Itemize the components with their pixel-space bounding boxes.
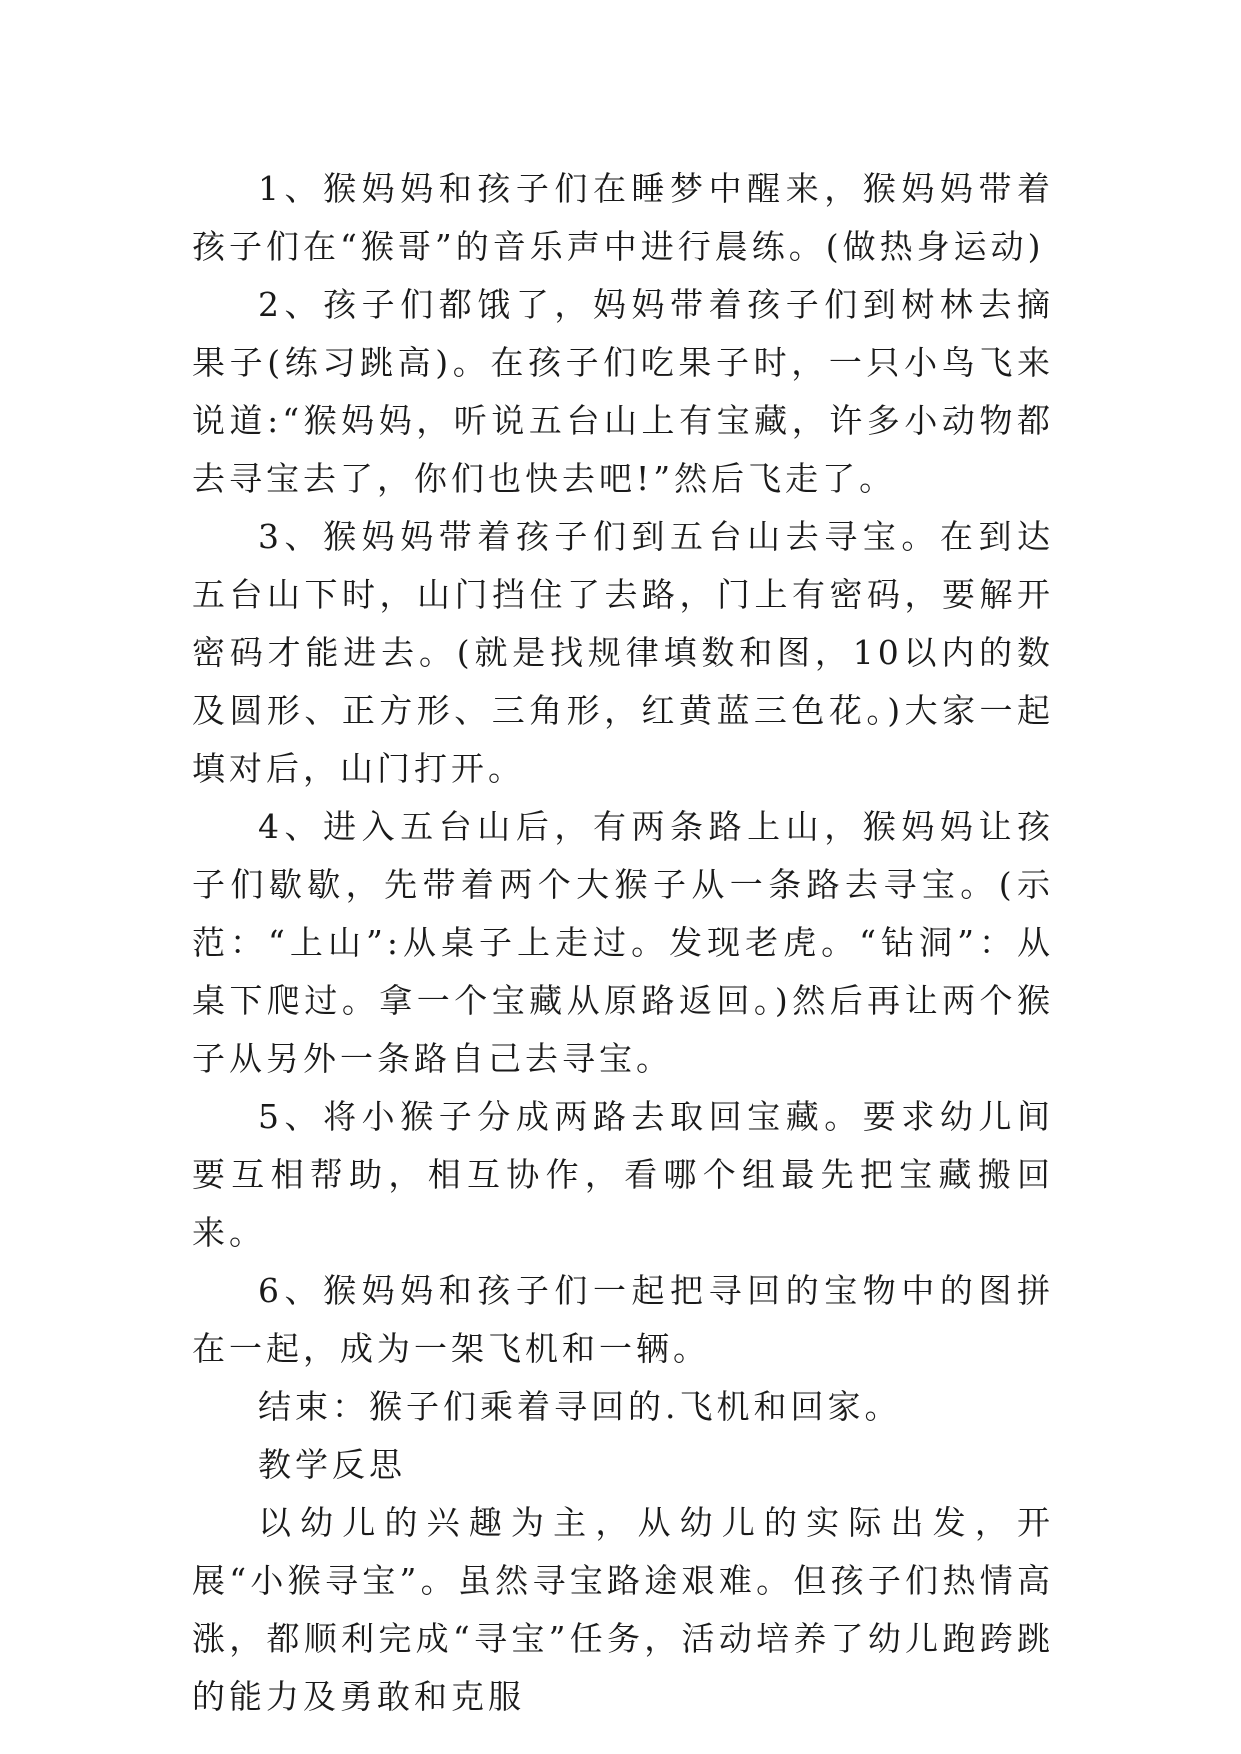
document-body [192,160,1054,1726]
paragraph-step-4: 4、进入五台山后，有两条路上山，猴妈妈让孩子们歇歇，先带着两个大猴子从一条路去寻宝。(示范：“上山”:从桌子上走过。发现老虎。“钻洞”：从桌下爬过。拿一个宝藏从原路返回。)然后再让两个猴子从另外一条路自己去寻宝。 [192,807,1054,1078]
paragraph-step-2: 2、孩子们都饿了，妈妈带着孩子们到树林去摘果子(练习跳高)。在孩子们吃果子时，一只小鸟飞来说道:“猴妈妈，听说五台山上有宝藏，许多小动物都去寻宝去了，你们也快去吧!”然后飞走了。 [192,285,1054,498]
paragraph-step-5: 5、将小猴子分成两路去取回宝藏。要求幼儿间要互相帮助，相互协作，看哪个组最先把宝藏搬回来。 [192,1097,1054,1252]
section-heading-teaching-reflection: 教学反思 [258,1445,406,1484]
paragraph-step-1: 1、猴妈妈和孩子们在睡梦中醒来，猴妈妈带着孩子们在“猴哥”的音乐声中进行晨练。(做热身运动) [192,169,1054,266]
paragraph-ending: 结束：猴子们乘着寻回的.飞机和回家。 [258,1387,902,1426]
paragraph-reflection: 以幼儿的兴趣为主，从幼儿的实际出发，开展“小猴寻宝”。虽然寻宝路途艰难。但孩子们热情高涨，都顺利完成“寻宝”任务，活动培养了幼儿跑跨跳的能力及勇敢和克服 [192,1503,1054,1716]
paragraph-step-6: 6、猴妈妈和孩子们一起把寻回的宝物中的图拼在一起，成为一架飞机和一辆。 [192,1271,1054,1368]
paragraph-step-3: 3、猴妈妈带着孩子们到五台山去寻宝。在到达五台山下时，山门挡住了去路，门上有密码，要解开密码才能进去。(就是找规律填数和图，10以内的数及圆形、正方形、三角形，红黄蓝三色花。)大家一起填对后，山门打开。 [192,517,1054,788]
